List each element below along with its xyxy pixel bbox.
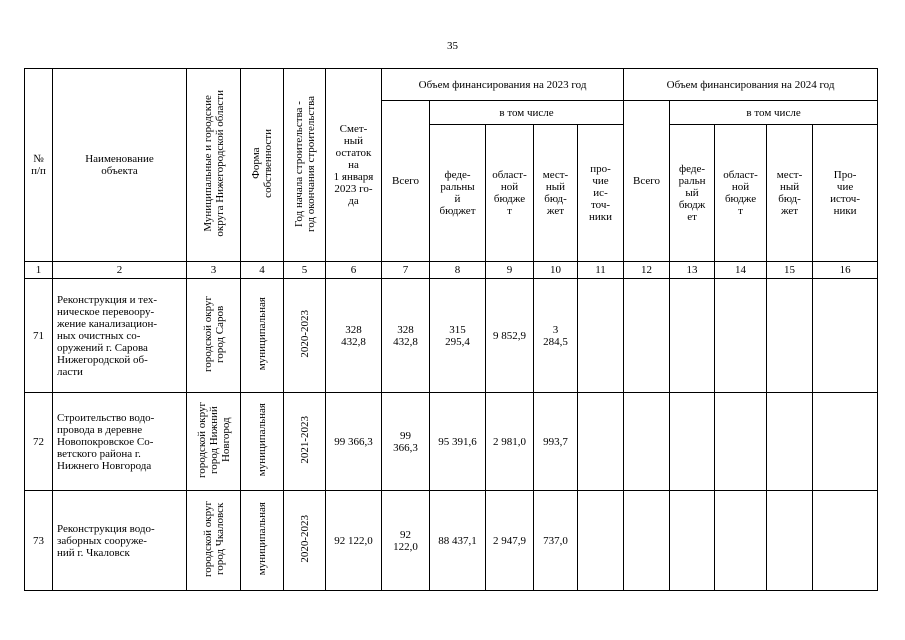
row-regional-2024: [715, 393, 767, 491]
row-years: 2020-2023: [284, 491, 326, 591]
row-ownership: муниципальная: [241, 491, 284, 591]
row-total-2023: 99 366,3: [382, 393, 430, 491]
row-regional-2023: 2 947,9: [486, 491, 534, 591]
column-number: 5: [284, 262, 326, 279]
column-number-row: [25, 262, 878, 279]
column-number: 13: [670, 262, 715, 279]
row-municipality: городской округ город Чкаловск: [187, 491, 241, 591]
row-other-2024: [813, 393, 878, 491]
column-number: 12: [624, 262, 670, 279]
header-ownership: Форма собственности: [241, 69, 284, 262]
column-number: 4: [241, 262, 284, 279]
header-federal-2024: феде- ральн ый бюдж ет: [670, 125, 715, 262]
header-including-2024: в том числе: [670, 101, 878, 125]
header-municipality: Муниципальные и городские округа Нижегородской области: [187, 69, 241, 262]
header-years: Год начала строительства - год окончания строительства: [284, 69, 326, 262]
row-regional-2023: 2 981,0: [486, 393, 534, 491]
row-name: Реконструкция и тех- ническое перевоору- жение канализацион- ных очистных со- оружений г. Сарова Нижегородской об- ласти: [53, 279, 187, 393]
header-total-2024: Всего: [624, 101, 670, 262]
row-local-2024: [767, 279, 813, 393]
row-balance: 328 432,8: [326, 279, 382, 393]
row-no: 73: [25, 491, 53, 591]
row-other-2023: [578, 279, 624, 393]
row-total-2024: [624, 393, 670, 491]
row-balance: 92 122,0: [326, 491, 382, 591]
row-name: Реконструкция водо- заборных сооруже- ний г. Чкаловск: [53, 491, 187, 591]
row-local-2024: [767, 491, 813, 591]
row-local-2023: 993,7: [534, 393, 578, 491]
header-no: № п/п: [25, 69, 53, 262]
row-other-2023: [578, 393, 624, 491]
header-name: Наименование объекта: [53, 69, 187, 262]
header-local-2023: мест- ный бюд- жет: [534, 125, 578, 262]
header-other-2024: Про- чие источ- ники: [813, 125, 878, 262]
row-regional-2024: [715, 279, 767, 393]
column-number: 2: [53, 262, 187, 279]
row-municipality: городской округ город Нижний Новгород: [187, 393, 241, 491]
row-regional-2024: [715, 491, 767, 591]
column-number: 7: [382, 262, 430, 279]
row-years: 2020-2023: [284, 279, 326, 393]
table-row: [25, 491, 878, 591]
header-balance: Смет- ный остаток на 1 января 2023 го- да: [326, 69, 382, 262]
row-other-2024: [813, 279, 878, 393]
header-regional-2023: област- ной бюдже т: [486, 125, 534, 262]
row-name: Строительство водо- провода в деревне Новопокровское Со- ветского района г. Нижнего Новгорода: [53, 393, 187, 491]
row-total-2023: 328 432,8: [382, 279, 430, 393]
header-fin-2024: Объем финансирования на 2024 год: [624, 69, 878, 101]
header-total-2023: Всего: [382, 101, 430, 262]
row-federal-2024: [670, 491, 715, 591]
row-years: 2021-2023: [284, 393, 326, 491]
column-number: 16: [813, 262, 878, 279]
row-no: 71: [25, 279, 53, 393]
row-regional-2023: 9 852,9: [486, 279, 534, 393]
header-including-2023: в том числе: [430, 101, 624, 125]
table-row: [25, 393, 878, 491]
row-ownership: муниципальная: [241, 279, 284, 393]
column-number: 15: [767, 262, 813, 279]
row-total-2024: [624, 491, 670, 591]
row-federal-2023: 95 391,6: [430, 393, 486, 491]
row-federal-2024: [670, 279, 715, 393]
column-number: 10: [534, 262, 578, 279]
column-number: 3: [187, 262, 241, 279]
row-federal-2024: [670, 393, 715, 491]
financing-table: [24, 68, 878, 591]
row-no: 72: [25, 393, 53, 491]
header-regional-2024: област- ной бюдже т: [715, 125, 767, 262]
row-other-2024: [813, 491, 878, 591]
row-total-2024: [624, 279, 670, 393]
row-federal-2023: 315 295,4: [430, 279, 486, 393]
header-local-2024: мест- ный бюд- жет: [767, 125, 813, 262]
row-balance: 99 366,3: [326, 393, 382, 491]
row-municipality: городской округ город Саров: [187, 279, 241, 393]
header-other-2023: про- чие ис- точ- ники: [578, 125, 624, 262]
row-local-2023: 3 284,5: [534, 279, 578, 393]
column-number: 9: [486, 262, 534, 279]
row-local-2023: 737,0: [534, 491, 578, 591]
row-federal-2023: 88 437,1: [430, 491, 486, 591]
row-ownership: муниципальная: [241, 393, 284, 491]
row-local-2024: [767, 393, 813, 491]
table-row: [25, 279, 878, 393]
column-number: 14: [715, 262, 767, 279]
column-number: 11: [578, 262, 624, 279]
column-number: 6: [326, 262, 382, 279]
page-number: 35: [447, 40, 458, 52]
column-number: 8: [430, 262, 486, 279]
header-federal-2023: феде- ральны й бюджет: [430, 125, 486, 262]
row-other-2023: [578, 491, 624, 591]
column-number: 1: [25, 262, 53, 279]
row-total-2023: 92 122,0: [382, 491, 430, 591]
header-fin-2023: Объем финансирования на 2023 год: [382, 69, 624, 101]
